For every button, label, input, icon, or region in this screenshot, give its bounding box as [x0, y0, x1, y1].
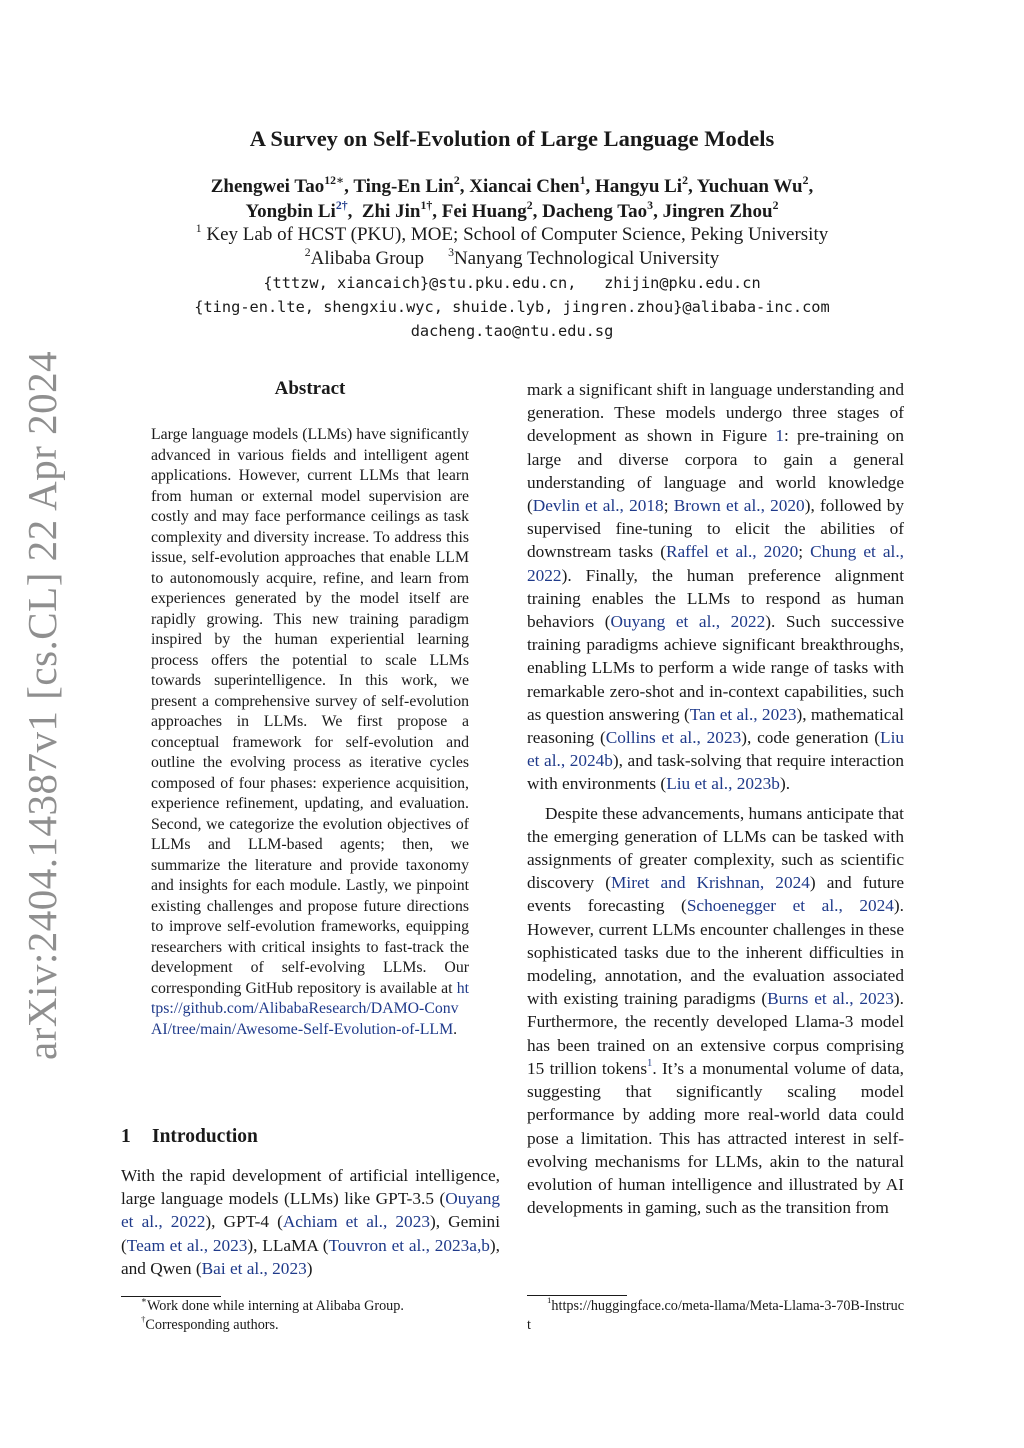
footnote-text: Corresponding authors.: [145, 1317, 279, 1333]
citation[interactable]: Devlin et al., 2018: [532, 496, 664, 516]
citation[interactable]: Chung et al., 2022: [527, 542, 904, 585]
footnote: [527, 1297, 904, 1335]
text: mark a significant shift in language understanding and generation. These models undergo three stages of development as shown in Figure: [527, 380, 904, 446]
text: ). Furthermore, the recently developed Llama-3 model has been trained on an extensive corpus comprising 15 trillion tokens: [527, 989, 904, 1078]
affil-sup: 2: [304, 245, 311, 259]
paper-title: A Survey on Self-Evolution of Large Language Models: [249, 126, 775, 151]
text: ), GPT-4 (: [205, 1212, 283, 1232]
footnote-mark: 1: [547, 1295, 552, 1306]
text: With the rapid development of artificial intelligence, large language models (LLMs) like GPT-3.5 (: [121, 1166, 500, 1209]
footnote: [141, 1316, 279, 1335]
citation[interactable]: Liu et al., 2023b: [666, 774, 780, 794]
affiliations: [0, 223, 1024, 271]
citation[interactable]: Tan et al., 2023: [689, 704, 797, 724]
citation[interactable]: Bai et al., 2023: [201, 1258, 307, 1278]
intro-paragraph: [527, 802, 904, 1220]
citation[interactable]: Liu et al., 2024b: [527, 728, 905, 771]
email[interactable]: dacheng.tao@ntu.edu.sg: [410, 322, 614, 340]
section-title: Introduction: [152, 1126, 258, 1147]
intro-paragraph: [527, 378, 904, 796]
footnote: [141, 1297, 404, 1316]
author-sup: 2: [772, 198, 779, 212]
text: ). Finally, the human preference alignment training enables the LLMs to respond as human behaviors (: [527, 565, 904, 632]
author-sup: 1: [579, 173, 586, 187]
email[interactable]: zhijin@pku.edu.cn: [604, 274, 761, 292]
text: ), code generation (: [741, 728, 881, 748]
citation[interactable]: Achiam et al., 2023: [282, 1212, 430, 1232]
text: ), mathematical reasoning (: [527, 704, 904, 748]
author: Dacheng Tao: [542, 201, 648, 222]
footnote-rule: [527, 1295, 627, 1296]
text: ), Gemini (: [121, 1212, 500, 1255]
right-column: [527, 378, 904, 1219]
text: ;: [663, 496, 674, 516]
author-sup: 2: [453, 173, 460, 187]
abstract-end: .: [453, 1020, 458, 1038]
affiliation: Alibaba Group: [310, 248, 425, 269]
author: Xiancai Chen: [469, 176, 580, 197]
text: ). Such successive training paradigms achieve significant breakthroughs, enabling LLMs to perform a wide range of tasks with remarkable zero-shot and in-context capabilities, such as question answering (: [527, 612, 904, 724]
text: ). However, current LLMs encounter challenges in these sophisticated tasks due to the inherent difficulties in modeling, annotation, and the evaluation associated with existing training paradigms (: [527, 896, 904, 1009]
citation[interactable]: Miret and Krishnan, 2024: [611, 873, 810, 893]
github-link[interactable]: https://github.com/AlibabaResearch/DAMO-ConvAI/tree/main/Awesome-Self-Evolution-of-LLM: [151, 979, 469, 1038]
author: Yuchuan Wu: [696, 176, 803, 197]
author: Zhengwei Tao: [210, 176, 325, 197]
author-sup: 1†: [420, 198, 433, 212]
section-number: 1: [121, 1126, 131, 1147]
arxiv-stamp: arXiv:2404.14387v1 [cs.CL] 22 Apr 2024: [19, 350, 65, 1060]
email[interactable]: {ting-en.lte, shengxiu.wyc, shuide.lyb, jingren.zhou}@alibaba-inc.com: [194, 298, 830, 316]
text: ), followed by supervised fine-tuning to elicit the abilities of downstream tasks (: [527, 496, 904, 562]
abstract-body: [151, 425, 469, 1040]
citation[interactable]: Schoenegger et al., 2024: [686, 896, 894, 916]
footnote-ref[interactable]: 1: [647, 1057, 653, 1070]
author: Fei Huang: [441, 201, 527, 222]
citation[interactable]: Ouyang et al., 2022: [610, 612, 766, 632]
citation[interactable]: Touvron et al., 2023a,b: [328, 1235, 490, 1255]
citation[interactable]: Collins et al., 2023: [605, 728, 742, 748]
text: . It’s a monumental volume of data, suggesting that significantly scaling model performance by adding more real-world data could pose a limitation. This has attracted interest in self-evolving mechanisms for LLMs, akin to the natural evolution of human intelligence and illustrated by AI developments in gaming, such as the transition from: [527, 1058, 904, 1218]
citation[interactable]: Team et al., 2023: [126, 1235, 248, 1255]
citation[interactable]: Burns et al., 2023: [767, 989, 894, 1009]
author-sup: 2†: [335, 198, 348, 212]
text: ).: [779, 774, 791, 794]
figure-ref[interactable]: 1: [775, 426, 784, 446]
author-sup: 3: [647, 198, 654, 212]
emails: [0, 271, 1024, 343]
section-heading: [121, 1126, 258, 1148]
footnote-mark: ∗: [141, 1295, 147, 1306]
author-list: Zhengwei Tao$^{12∗}$, Ting-En Lin$^2$, Xiancai Chen$^1$, Hangyu Li$^2$, Yuchuan Wu$^2$, Yongbin $Li^{2\dagger}$, Zhi Jin$^{1\dagger}$, Fei Huang$^2$, Dacheng Tao$^3$, Jingren Zhou$^2$: [210, 173, 814, 222]
affil-sup: 1: [195, 221, 202, 235]
text: Despite these advancements, humans anticipate that the emerging generation of LLMs can be tasked with assignments of greater complexity, such as scientific discovery (: [527, 803, 904, 893]
citation[interactable]: Ouyang et al., 2022: [121, 1189, 500, 1232]
text: : pre-training on large and diverse corpora to gain a general understanding of language and world knowledge (: [527, 426, 904, 516]
footnote-mark: †: [141, 1314, 146, 1325]
author: Hangyu Li: [594, 176, 683, 197]
intro-paragraph-left: [121, 1164, 500, 1280]
text: ) and future events forecasting (: [527, 873, 905, 916]
text: ), and task-solving that require interaction with environments (: [527, 751, 904, 794]
abstract-text: Large language models (LLMs) have significantly advanced in various fields and intelligent agent applications. However, current LLMs that learn from human or external model supervision are costly and may face performance ceilings as task complexity and diversity increase. To address this issue, self-evolution approaches that enable LLM to autonomously acquire, refine, and learn from experiences generated by the model itself are rapidly growing. This new training paradigm inspired by the human experiential learning process offers the potential to scale LLMs towards superintelligence. In this work, we present a comprehensive survey of self-evolution approaches in LLMs. We first propose a conceptual framework for self-evolution and outline the evolving process as iterative cycles composed of four phases: experience acquisition, experience refinement, updating, and evaluation. Second, we categorize the evolution objectives of LLMs and LLM-based agents; then, we summarize the literature and provide taxonomy and insights for each module. Lastly, we pinpoint existing challenges and propose future directions to improve self-evolution frameworks, equipping researchers with critical insights to fast-track the development of self-evolving LLMs. Our corresponding GitHub repository is available at: [151, 426, 469, 997]
author: Ting-En Lin: [353, 176, 454, 197]
citation[interactable]: Raffel et al., 2020: [665, 542, 799, 562]
text: ): [306, 1258, 313, 1278]
citation[interactable]: Brown et al., 2020: [673, 496, 805, 516]
footnote-text: Work done while interning at Alibaba Group.: [146, 1298, 404, 1314]
text: ), LLaMA (: [247, 1235, 329, 1255]
text: ), and Qwen (: [121, 1235, 500, 1278]
author-sup: 12∗: [324, 173, 345, 187]
abstract-heading: Abstract: [274, 378, 346, 399]
affiliation: Nanyang Technological University: [453, 248, 720, 269]
affil-sup: 3: [448, 245, 454, 259]
author-sup: 2: [802, 173, 809, 187]
footnote-url[interactable]: https://huggingface.co/meta-llama/Meta-Llama-3-70B-Instruct: [527, 1298, 905, 1333]
author-sup: 2: [682, 173, 688, 187]
author: Zhi Jin: [361, 201, 421, 222]
author-sup: 2: [526, 198, 533, 212]
text: ;: [798, 542, 811, 562]
affiliation: Key Lab of HCST (PKU), MOE; School of Computer Science, Peking University: [206, 224, 829, 245]
author: Yongbin Li: [245, 201, 336, 222]
author: Jingren Zhou: [662, 201, 773, 222]
email[interactable]: {tttzw, xiancaich}@stu.pku.edu.cn,: [263, 274, 577, 292]
